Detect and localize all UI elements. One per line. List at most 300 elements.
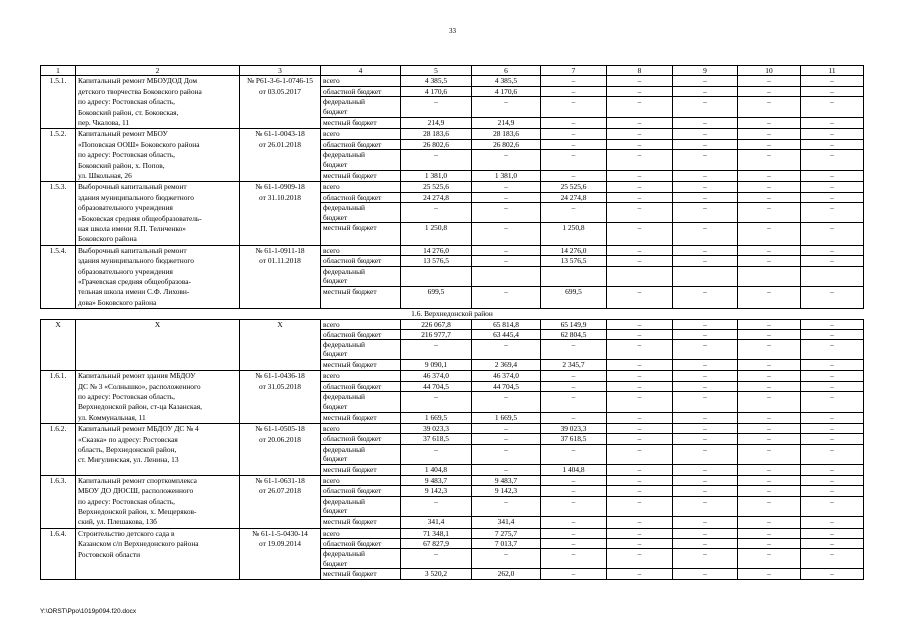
value-cell: – (738, 360, 801, 371)
table-row (41, 76, 864, 87)
value-cell (673, 266, 738, 286)
value-cell: – (673, 139, 738, 150)
value-cell: – (801, 203, 864, 223)
value-cell: – (607, 129, 673, 140)
value-cell: – (607, 319, 673, 329)
value-cell: – (801, 517, 864, 528)
value-cell: – (541, 486, 607, 497)
value-cell: – (541, 340, 607, 360)
value-cell: – (541, 444, 607, 464)
value-cell: 14 276,0 (541, 245, 607, 255)
funding-source: местный бюджет (321, 412, 401, 423)
value-cell: – (541, 118, 607, 129)
value-cell: – (607, 118, 673, 129)
value-cell: 39 023,3 (401, 424, 472, 434)
funding-source: областной бюджет (321, 256, 401, 266)
table-row (41, 528, 864, 538)
value-cell: – (738, 150, 801, 171)
value-cell: – (607, 496, 673, 517)
value-cell: – (738, 549, 801, 569)
value-cell: – (607, 139, 673, 150)
value-cell: – (673, 434, 738, 444)
value-cell: – (738, 444, 801, 464)
value-cell: – (541, 97, 607, 118)
value-cell: 1 404,8 (541, 464, 607, 475)
value-cell: – (607, 569, 673, 580)
value-cell: – (738, 486, 801, 497)
value-cell: – (738, 129, 801, 140)
value-cell: – (738, 329, 801, 339)
value-cell: – (738, 182, 801, 192)
value-cell: – (541, 150, 607, 171)
value-cell: – (401, 97, 472, 118)
value-cell: – (607, 192, 673, 202)
value-cell: – (673, 150, 738, 171)
value-cell: – (607, 539, 673, 549)
value-cell: – (801, 392, 864, 413)
value-cell: – (541, 392, 607, 413)
value-cell: – (738, 424, 801, 434)
funding-source: областной бюджет (321, 539, 401, 549)
value-cell: 46 374,0 (401, 371, 472, 382)
table-row (41, 129, 864, 140)
funding-source: областной бюджет (321, 139, 401, 150)
column-number-7: 7 (541, 66, 607, 76)
value-cell: – (607, 340, 673, 360)
funding-source: местный бюджет (321, 171, 401, 182)
value-cell: – (607, 424, 673, 434)
funding-source: местный бюджет (321, 223, 401, 245)
funding-source: всего (321, 528, 401, 538)
item-number: 1.6.1. (41, 371, 76, 424)
value-cell: – (607, 97, 673, 118)
value-cell: – (472, 203, 541, 223)
value-cell: – (541, 171, 607, 182)
value-cell: – (673, 371, 738, 382)
column-number-11: 11 (801, 66, 864, 76)
value-cell: 1 381,0 (401, 171, 472, 182)
funding-source: федеральный бюджет (321, 549, 401, 569)
item-name: Капитальный ремонт МБДОУ ДС № 4 «Сказка» по адресу: Ростовская область, Верхнедонской район, ст. Мигулинская, ул. Ленина, 13 (76, 424, 240, 476)
funding-source: всего (321, 424, 401, 434)
value-cell: 9 142,3 (472, 486, 541, 497)
item-name: Строительство детского сада в Казанском с/п Верхнедонского района Ростовской области (76, 528, 240, 580)
value-cell: 25 525,6 (541, 182, 607, 192)
value-cell: 67 827,9 (401, 539, 472, 549)
value-cell: 214,9 (401, 118, 472, 129)
funding-source: федеральный бюджет (321, 340, 401, 360)
value-cell: – (541, 86, 607, 97)
funding-source: областной бюджет (321, 381, 401, 392)
value-cell: – (801, 86, 864, 97)
column-number-8: 8 (607, 66, 673, 76)
value-cell: – (738, 464, 801, 475)
value-cell: – (401, 203, 472, 223)
value-cell: – (801, 182, 864, 192)
value-cell: – (541, 76, 607, 87)
value-cell: 26 802,6 (401, 139, 472, 150)
value-cell: – (738, 139, 801, 150)
value-cell: – (607, 203, 673, 223)
value-cell: – (673, 528, 738, 538)
value-cell: – (472, 464, 541, 475)
value-cell: – (801, 245, 864, 255)
value-cell: – (541, 496, 607, 517)
value-cell: – (541, 129, 607, 140)
funding-source: всего (321, 371, 401, 382)
value-cell: – (607, 549, 673, 569)
funding-source: всего (321, 245, 401, 255)
value-cell: – (738, 86, 801, 97)
value-cell: – (401, 549, 472, 569)
value-cell: 7 013,7 (472, 539, 541, 549)
value-cell: – (401, 496, 472, 517)
value-cell: – (673, 486, 738, 497)
value-cell: – (673, 245, 738, 255)
column-number-3: 3 (240, 66, 321, 76)
value-cell: – (607, 329, 673, 339)
value-cell: – (607, 150, 673, 171)
value-cell: 4 385,5 (472, 76, 541, 87)
funding-source: местный бюджет (321, 517, 401, 528)
value-cell: – (541, 528, 607, 538)
value-cell: 28 183,6 (472, 129, 541, 140)
section-row (41, 309, 864, 319)
item-number: 1.5.4. (41, 245, 76, 308)
funding-source: федеральный бюджет (321, 266, 401, 286)
contract-number: № 61-1-0631-18 от 26.07.2018 (240, 475, 321, 528)
value-cell (401, 266, 472, 286)
value-cell: – (541, 549, 607, 569)
value-cell: 9 142,3 (401, 486, 472, 497)
value-cell: – (738, 475, 801, 486)
item-number: 1.6.4. (41, 528, 76, 580)
column-number-5: 5 (401, 66, 472, 76)
value-cell: – (607, 444, 673, 464)
funding-source: областной бюджет (321, 192, 401, 202)
value-cell: 2 345,7 (541, 360, 607, 371)
value-cell: 699,5 (541, 286, 607, 308)
value-cell: 4 170,6 (472, 86, 541, 97)
value-cell: – (673, 517, 738, 528)
value-cell: – (738, 381, 801, 392)
value-cell: – (738, 203, 801, 223)
funding-source: местный бюджет (321, 360, 401, 371)
value-cell: – (801, 475, 864, 486)
value-cell: – (673, 182, 738, 192)
value-cell: – (673, 171, 738, 182)
contract-number: № 61-1-0909-18 от 31.10.2018 (240, 182, 321, 245)
value-cell: – (801, 381, 864, 392)
value-cell: – (541, 569, 607, 580)
value-cell: 28 183,6 (401, 129, 472, 140)
value-cell: – (607, 392, 673, 413)
value-cell: 226 067,8 (401, 319, 472, 329)
value-cell: – (607, 245, 673, 255)
value-cell: – (738, 569, 801, 580)
value-cell: – (607, 486, 673, 497)
value-cell: – (738, 528, 801, 538)
value-cell: 24 274,8 (401, 192, 472, 202)
value-cell: – (673, 539, 738, 549)
value-cell: – (801, 97, 864, 118)
value-cell: – (673, 392, 738, 413)
value-cell: – (607, 464, 673, 475)
value-cell: 44 704,5 (401, 381, 472, 392)
funding-source: всего (321, 475, 401, 486)
value-cell: 2 369,4 (472, 360, 541, 371)
budget-table-wrapper (40, 65, 863, 580)
value-cell: – (738, 434, 801, 444)
value-cell: – (801, 424, 864, 434)
value-cell: 63 445,4 (472, 329, 541, 339)
value-cell: 44 704,5 (472, 381, 541, 392)
value-cell: – (801, 412, 864, 423)
funding-source: областной бюджет (321, 434, 401, 444)
value-cell: – (673, 203, 738, 223)
column-number-row (41, 66, 864, 76)
value-cell: – (472, 97, 541, 118)
value-cell: 1 669,5 (472, 412, 541, 423)
contract-number: № 61-1-5-0430-14 от 19.09.2014 (240, 528, 321, 580)
value-cell: – (673, 329, 738, 339)
item-number: Х (41, 319, 76, 371)
value-cell: – (607, 223, 673, 245)
value-cell: – (541, 517, 607, 528)
value-cell: – (541, 475, 607, 486)
value-cell: 9 483,7 (472, 475, 541, 486)
value-cell: – (738, 223, 801, 245)
value-cell: 46 374,0 (472, 371, 541, 382)
value-cell: 13 576,5 (541, 256, 607, 266)
value-cell: – (541, 203, 607, 223)
value-cell: – (673, 97, 738, 118)
funding-source: областной бюджет (321, 86, 401, 97)
funding-source: всего (321, 319, 401, 329)
value-cell: – (673, 118, 738, 129)
value-cell: – (472, 340, 541, 360)
value-cell: – (801, 286, 864, 308)
value-cell: – (738, 118, 801, 129)
value-cell: – (541, 412, 607, 423)
value-cell: – (673, 223, 738, 245)
value-cell: – (607, 517, 673, 528)
value-cell: – (401, 150, 472, 171)
table-row (41, 424, 864, 434)
table-row (41, 182, 864, 192)
value-cell: – (801, 340, 864, 360)
value-cell: – (607, 475, 673, 486)
funding-source: всего (321, 129, 401, 140)
value-cell (541, 266, 607, 286)
funding-source: всего (321, 76, 401, 87)
value-cell: – (673, 496, 738, 517)
funding-source: федеральный бюджет (321, 150, 401, 171)
value-cell: 341,4 (472, 517, 541, 528)
value-cell: – (607, 412, 673, 423)
funding-source: областной бюджет (321, 486, 401, 497)
contract-number: № 61-1-0436-18 от 31.05.2018 (240, 371, 321, 424)
footer-file-path: Y:\ORST\Ppo\1019p094.f20.docx (40, 608, 137, 615)
table-row (41, 371, 864, 382)
value-cell: – (607, 182, 673, 192)
value-cell: 341,4 (401, 517, 472, 528)
value-cell: – (673, 549, 738, 569)
value-cell: – (472, 434, 541, 444)
value-cell: 216 977,7 (401, 329, 472, 339)
value-cell: – (801, 371, 864, 382)
value-cell: – (472, 182, 541, 192)
value-cell: – (738, 76, 801, 87)
contract-number: Х (240, 319, 321, 371)
value-cell: – (738, 412, 801, 423)
value-cell: – (673, 569, 738, 580)
value-cell: – (401, 340, 472, 360)
value-cell: – (673, 464, 738, 475)
value-cell: – (738, 392, 801, 413)
value-cell: 37 618,5 (401, 434, 472, 444)
value-cell: – (472, 549, 541, 569)
value-cell: – (738, 319, 801, 329)
value-cell: 4 385,5 (401, 76, 472, 87)
value-cell: – (673, 286, 738, 308)
item-name: Капитальный ремонт спорткомплекса МБОУ ДО ДЮСШ, расположенного по адресу: Ростовская область, Верхнедонской район, х. Мещеряков- ский, ул. Плешакова, 13б (76, 475, 240, 528)
value-cell: – (673, 86, 738, 97)
value-cell: 699,5 (401, 286, 472, 308)
value-cell: – (801, 360, 864, 371)
value-cell: – (541, 139, 607, 150)
value-cell: – (607, 434, 673, 444)
item-number: 1.6.3. (41, 475, 76, 528)
value-cell: – (472, 192, 541, 202)
value-cell: – (673, 129, 738, 140)
contract-number: № Р61-3-6-1-0746-15 от 03.05.2017 (240, 76, 321, 129)
value-cell: 1 250,8 (541, 223, 607, 245)
value-cell: – (673, 256, 738, 266)
value-cell: – (673, 381, 738, 392)
contract-number: № 61-1-0043-18 от 26.01.2018 (240, 129, 321, 182)
value-cell: – (801, 539, 864, 549)
item-number: 1.5.2. (41, 129, 76, 182)
value-cell: – (673, 444, 738, 464)
value-cell: – (801, 528, 864, 538)
value-cell: – (801, 223, 864, 245)
column-number-6: 6 (472, 66, 541, 76)
column-number-2: 2 (76, 66, 240, 76)
value-cell: 262,0 (472, 569, 541, 580)
value-cell: 62 804,5 (541, 329, 607, 339)
value-cell: – (801, 171, 864, 182)
value-cell: 9 090,1 (401, 360, 472, 371)
value-cell: – (607, 360, 673, 371)
funding-source: местный бюджет (321, 464, 401, 475)
item-number: 1.6.2. (41, 424, 76, 476)
value-cell: – (673, 424, 738, 434)
value-cell: 39 023,3 (541, 424, 607, 434)
value-cell: – (607, 86, 673, 97)
budget-table (40, 65, 864, 580)
value-cell: – (738, 539, 801, 549)
value-cell: – (472, 245, 541, 255)
value-cell: – (801, 549, 864, 569)
funding-source: федеральный бюджет (321, 444, 401, 464)
value-cell: 26 802,6 (472, 139, 541, 150)
table-row (41, 319, 864, 329)
item-name: Капитальный ремонт здания МБДОУ ДС № 3 «Солнышко», расположенного по адресу: Ростовская область, Верхнедонской район, ст-ца Казанская, ул. Коммунальная, 11 (76, 371, 240, 424)
column-number-1: 1 (41, 66, 76, 76)
value-cell (738, 266, 801, 286)
value-cell: – (801, 434, 864, 444)
value-cell: 4 170,6 (401, 86, 472, 97)
value-cell: – (472, 256, 541, 266)
value-cell: – (738, 245, 801, 255)
value-cell: 14 276,0 (401, 245, 472, 255)
value-cell: – (801, 444, 864, 464)
item-name: Капитальный ремонт МБОУДОД Дом детского творчества Боковского района по адресу: Ростовская область, Боковский район, ст. Боковская, пер. Чкалова, 11 (76, 76, 240, 129)
value-cell (472, 266, 541, 286)
value-cell: – (801, 150, 864, 171)
value-cell: – (472, 150, 541, 171)
value-cell: – (472, 444, 541, 464)
value-cell: – (801, 192, 864, 202)
funding-source: местный бюджет (321, 569, 401, 580)
value-cell: – (541, 381, 607, 392)
value-cell: 71 348,1 (401, 528, 472, 538)
value-cell: – (472, 424, 541, 434)
value-cell: – (801, 76, 864, 87)
value-cell: 3 520,2 (401, 569, 472, 580)
value-cell: 1 404,8 (401, 464, 472, 475)
value-cell (801, 266, 864, 286)
value-cell: – (472, 496, 541, 517)
value-cell: 24 274,8 (541, 192, 607, 202)
item-name: Х (76, 319, 240, 371)
table-row (41, 475, 864, 486)
value-cell: – (607, 171, 673, 182)
value-cell: – (401, 444, 472, 464)
value-cell: – (738, 171, 801, 182)
value-cell: – (673, 412, 738, 423)
column-number-10: 10 (738, 66, 801, 76)
value-cell: – (801, 129, 864, 140)
funding-source: федеральный бюджет (321, 203, 401, 223)
value-cell: – (738, 340, 801, 360)
value-cell: – (607, 371, 673, 382)
value-cell: – (738, 192, 801, 202)
contract-number: № 61-1-0911-18 от 01.11.2018 (240, 245, 321, 308)
value-cell: 37 618,5 (541, 434, 607, 444)
value-cell: – (738, 496, 801, 517)
value-cell: – (801, 464, 864, 475)
value-cell: – (607, 286, 673, 308)
value-cell: – (673, 76, 738, 87)
column-number-9: 9 (673, 66, 738, 76)
value-cell: – (673, 475, 738, 486)
value-cell: – (738, 517, 801, 528)
column-number-4: 4 (321, 66, 401, 76)
value-cell: 1 250,8 (401, 223, 472, 245)
value-cell: – (801, 319, 864, 329)
value-cell: – (801, 118, 864, 129)
funding-source: местный бюджет (321, 118, 401, 129)
value-cell: – (801, 329, 864, 339)
value-cell: 9 483,7 (401, 475, 472, 486)
value-cell: – (607, 381, 673, 392)
value-cell: – (801, 486, 864, 497)
value-cell: – (607, 76, 673, 87)
value-cell: 13 576,5 (401, 256, 472, 266)
value-cell: – (541, 371, 607, 382)
